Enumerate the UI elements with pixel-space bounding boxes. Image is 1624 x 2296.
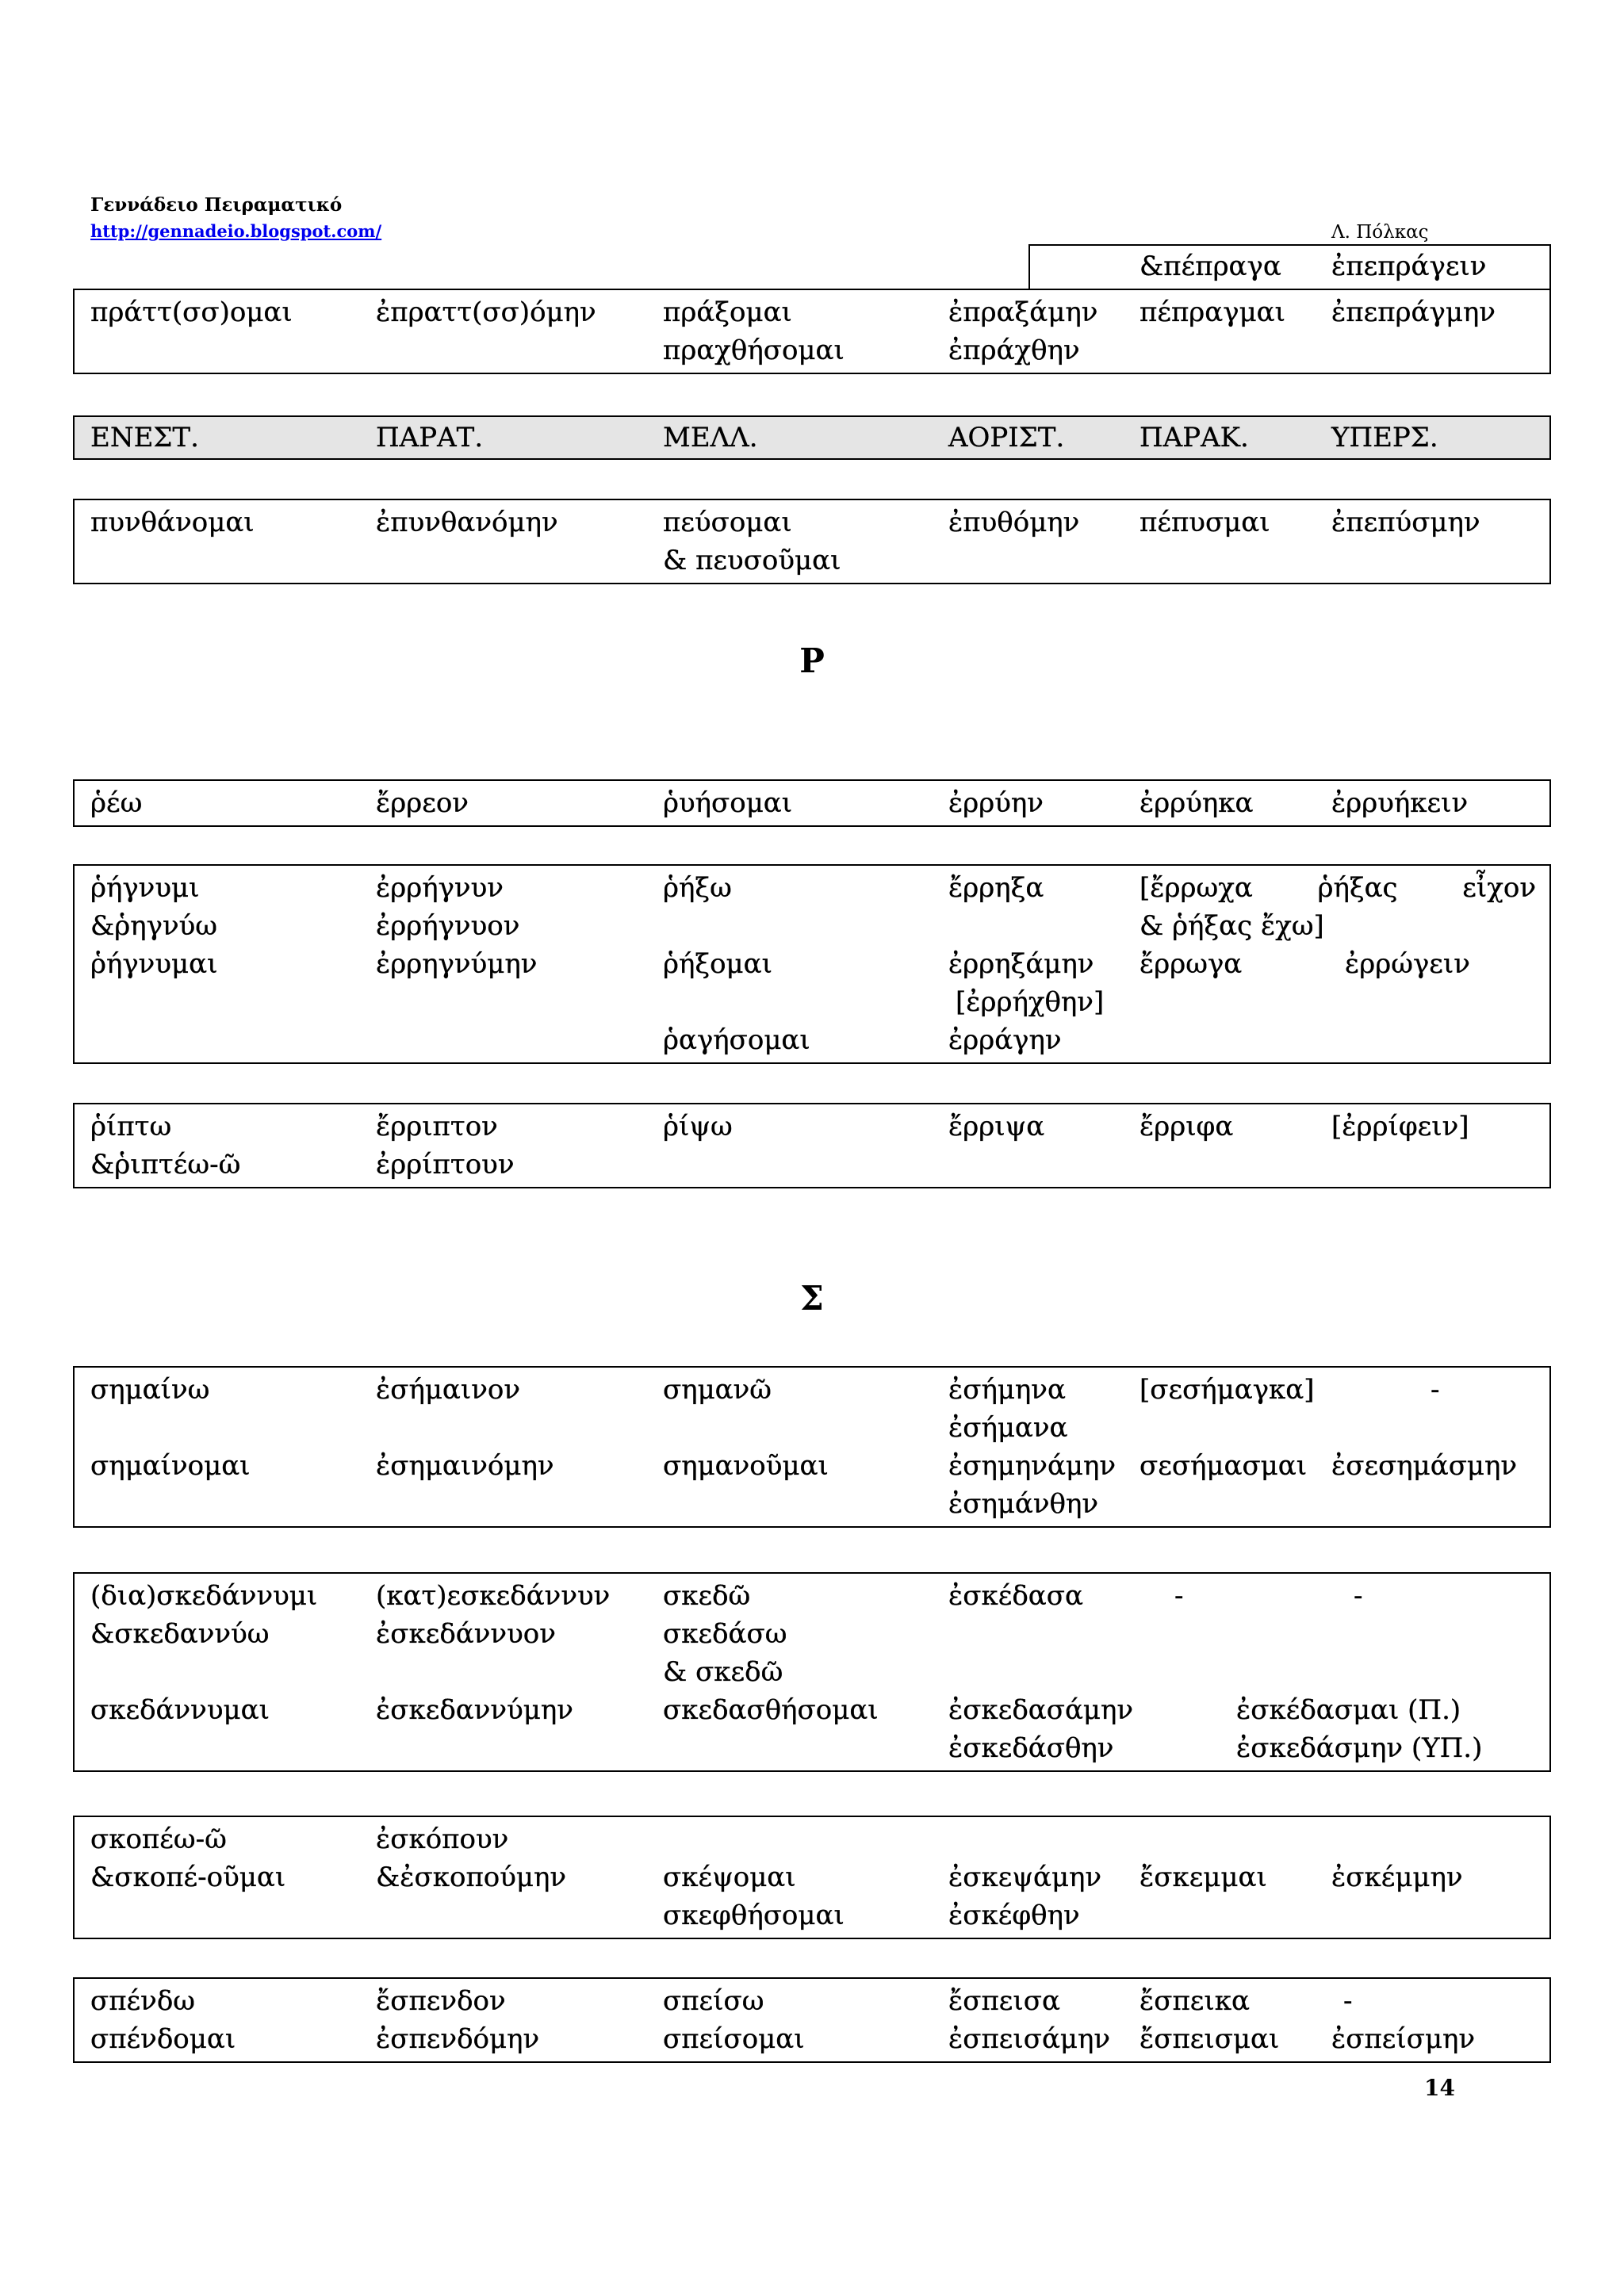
verb-form: &σκοπέ-οῦμαι (90, 1862, 286, 1893)
verb-table (73, 1977, 1551, 2063)
verb-table (73, 864, 1551, 1064)
table-row (75, 1485, 1549, 1523)
verb-form: ἔρρεον (376, 787, 469, 819)
verb-form: ἔρρωγα (1139, 948, 1243, 980)
column-header-row (73, 415, 1551, 460)
verb-form: πεύσομαι (663, 507, 792, 538)
verb-form: ἐπυνθανόμην (376, 507, 558, 538)
verb-form: πραχθήσομαι (663, 335, 845, 366)
table-row (75, 1409, 1549, 1447)
verb-form: &σκεδαννύω (90, 1618, 270, 1650)
table-row (75, 1146, 1549, 1184)
verb-form: ἐρρίπτουν (376, 1149, 515, 1181)
verb-form: ἐσπενδόμην (376, 2023, 540, 2055)
verb-form: ἐσήμανα (948, 1412, 1068, 1444)
verb-form: ἔσπεισα (948, 1985, 1060, 2017)
verb-form: [ἔρρωχα ῥήξας εἶχον (1139, 872, 1536, 904)
verb-form: ἐρρύηκα (1139, 787, 1254, 819)
verb-form: &πέπραγα (1139, 251, 1281, 282)
verb-form: σπένδομαι (90, 2023, 236, 2055)
verb-form: &ῥηγνύω (90, 910, 218, 942)
verb-form: ῥυήσομαι (663, 787, 793, 819)
table-row (75, 1691, 1549, 1729)
column-header: ΠΑΡΑΚ. (1139, 422, 1249, 453)
verb-form: [ἐρρήχθην] (956, 986, 1105, 1018)
verb-form: ἐσκεδάννυον (376, 1618, 556, 1650)
verb-form: ἐσκεδάσμην (ΥΠ.) (1236, 1732, 1483, 1764)
verb-form: πράξομαι (663, 297, 792, 328)
table-row (75, 331, 1549, 369)
table-row (75, 983, 1549, 1021)
verb-form: σημαίνω (90, 1374, 210, 1406)
verb-form: ἐσκεδάσθην (948, 1732, 1114, 1764)
verb-form: ἐσημάνθην (948, 1488, 1099, 1520)
verb-table (73, 779, 1551, 827)
verb-form: ῥήγνυμαι (90, 948, 218, 980)
table-row (75, 1858, 1549, 1896)
column-header: ΠΑΡΑΤ. (376, 422, 484, 453)
verb-form: &ἐσκοπούμην (376, 1862, 567, 1893)
verb-form: ἐρρήγνυν (376, 872, 504, 904)
column-header: ΜΕΛΛ. (663, 422, 758, 453)
verb-form: ἐπραξάμην (948, 297, 1098, 328)
verb-form: ἐπεπύσμην (1331, 507, 1480, 538)
verb-form: πέπυσμαι (1139, 507, 1270, 538)
column-header: ΑΟΡΙΣΤ. (948, 422, 1065, 453)
table-row (75, 2020, 1549, 2058)
table-row (75, 541, 1549, 580)
verb-form: ἐπεπράγμην (1331, 297, 1496, 328)
verb-form: σεσήμασμαι (1139, 1450, 1308, 1482)
verb-form: ἐσκεψάμην (948, 1862, 1102, 1893)
verb-form: ἐσημηνάμην (948, 1450, 1116, 1482)
verb-form: σκεδάννυμαι (90, 1694, 270, 1726)
verb-form: ἐρρυήκειν (1331, 787, 1469, 819)
verb-table (73, 1366, 1551, 1528)
verb-form: ῥήξομαι (663, 948, 772, 980)
verb-form: ἐσήμηνα (948, 1374, 1066, 1406)
table-row (1030, 247, 1549, 285)
verb-form: [σεσήμαγκα] (1139, 1374, 1315, 1406)
verb-form: σκεδασθήσομαι (663, 1694, 879, 1726)
verb-form: σπείσω (663, 1985, 764, 2017)
verb-form: πέπραγμαι (1139, 297, 1285, 328)
verb-form: πράττ(σσ)ομαι (90, 297, 293, 328)
verb-form: ἐσημαινόμην (376, 1450, 554, 1482)
verb-form: ἐσκέδασμαι (Π.) (1236, 1694, 1461, 1726)
verb-form: ἐπράχθην (948, 335, 1080, 366)
verb-form: ῥίψω (663, 1111, 733, 1142)
verb-form: ἔσπεισμαι (1139, 2023, 1280, 2055)
verb-form: - (1431, 1374, 1440, 1406)
table-row (75, 1447, 1549, 1485)
table-row (75, 869, 1549, 907)
verb-form: ῥίπτω (90, 1111, 172, 1142)
verb-form: & σκεδῶ (663, 1656, 783, 1688)
verb-table (73, 499, 1551, 584)
verb-form: ἐρρηγνύμην (376, 948, 538, 980)
section-letter-rho: Ρ (799, 641, 825, 680)
verb-form: ἐρρώγειν (1345, 948, 1470, 980)
verb-form: ῥήξω (663, 872, 732, 904)
verb-form: ἐσήμαινον (376, 1374, 521, 1406)
verb-form: ἔρριψα (948, 1111, 1045, 1142)
verb-form: ἐσπεισάμην (948, 2023, 1111, 2055)
verb-form: ἔσπενδον (376, 1985, 506, 2017)
verb-table (73, 1816, 1551, 1939)
verb-form: ἐσκέφθην (948, 1900, 1080, 1931)
section-letter-sigma: Σ (800, 1279, 824, 1318)
verb-form: ἔρριπτον (376, 1111, 498, 1142)
verb-form: σκεδῶ (663, 1580, 751, 1612)
verb-form: σκεφθήσομαι (663, 1900, 845, 1931)
author-name: Λ. Πόλκας (1331, 222, 1429, 243)
table-row (75, 1729, 1549, 1767)
verb-form: [ἐρρίφειν] (1331, 1111, 1469, 1142)
verb-form: σημανοῦμαι (663, 1450, 829, 1482)
verb-form: ἐσκεδασάμην (948, 1694, 1134, 1726)
verb-form: σημαίνομαι (90, 1450, 251, 1482)
table-row (75, 419, 1549, 457)
verb-form: ῥαγήσομαι (663, 1024, 810, 1056)
verb-form: ῥέω (90, 787, 143, 819)
table-row (75, 1896, 1549, 1934)
table-row (75, 945, 1549, 983)
verb-form: - (1174, 1580, 1184, 1612)
continuation-box (1028, 244, 1551, 290)
verb-form: (δια)σκεδάννυμι (90, 1580, 318, 1612)
page-number: 14 (1424, 2075, 1455, 2101)
verb-form: ἐσπείσμην (1331, 2023, 1476, 2055)
verb-form: ἐσκέμμην (1331, 1862, 1463, 1893)
verb-form: ἔρριφα (1139, 1111, 1234, 1142)
verb-form: ἐρρηξάμην (948, 948, 1094, 980)
table-row (75, 1615, 1549, 1653)
verb-form: ἔρρηξα (948, 872, 1044, 904)
verb-form: σκοπέω-ῶ (90, 1823, 227, 1855)
table-row (75, 1021, 1549, 1059)
verb-form: ἐπεπράγειν (1331, 251, 1487, 282)
verb-form: σημανῶ (663, 1374, 772, 1406)
blog-link[interactable]: http://gennadeio.blogspot.com/ (90, 221, 382, 241)
verb-table (73, 1572, 1551, 1772)
verb-form: ἐσκόπουν (376, 1823, 509, 1855)
table-row (75, 907, 1549, 945)
verb-form: ῥήγνυμι (90, 872, 200, 904)
verb-form: ἐρρήγνυον (376, 910, 520, 942)
verb-form: & ῥήξας ἔχω] (1139, 910, 1324, 942)
verb-form: σπένδω (90, 1985, 196, 2017)
table-row (75, 1653, 1549, 1691)
verb-form: - (1343, 1985, 1353, 2017)
verb-form: ἐρράγην (948, 1024, 1062, 1056)
verb-table (73, 289, 1551, 374)
table-row (75, 503, 1549, 541)
verb-form: - (1354, 1580, 1363, 1612)
verb-form: σκέψομαι (663, 1862, 796, 1893)
verb-form: ἐπραττ(σσ)όμην (376, 297, 596, 328)
table-row (75, 1820, 1549, 1858)
column-header: ΕΝΕΣΤ. (90, 422, 199, 453)
verb-form: ἔσκεμμαι (1139, 1862, 1267, 1893)
verb-form: ἐσκεδαννύμην (376, 1694, 573, 1726)
table-row (75, 1577, 1549, 1615)
verb-form: ἔσπεικα (1139, 1985, 1250, 2017)
verb-form: ἐσεσημάσμην (1331, 1450, 1518, 1482)
verb-form: ἐσκέδασα (948, 1580, 1083, 1612)
verb-form: ἐρρύην (948, 787, 1044, 819)
table-row (75, 784, 1549, 822)
verb-form: & πευσοῦμαι (663, 545, 841, 576)
school-name: Γεννάδειο Πειραματικό (90, 194, 343, 216)
table-row (75, 1982, 1549, 2020)
verb-form: σκεδάσω (663, 1618, 787, 1650)
verb-form: ἐπυθόμην (948, 507, 1080, 538)
verb-form: &ῥιπτέω-ῶ (90, 1149, 241, 1181)
verb-form: πυνθάνομαι (90, 507, 255, 538)
verb-form: (κατ)εσκεδάννυν (376, 1580, 611, 1612)
table-row (75, 1108, 1549, 1146)
verb-form: σπείσομαι (663, 2023, 805, 2055)
verb-table (73, 1103, 1551, 1188)
table-row (75, 1371, 1549, 1409)
table-row (75, 293, 1549, 331)
column-header: ΥΠΕΡΣ. (1331, 422, 1438, 453)
